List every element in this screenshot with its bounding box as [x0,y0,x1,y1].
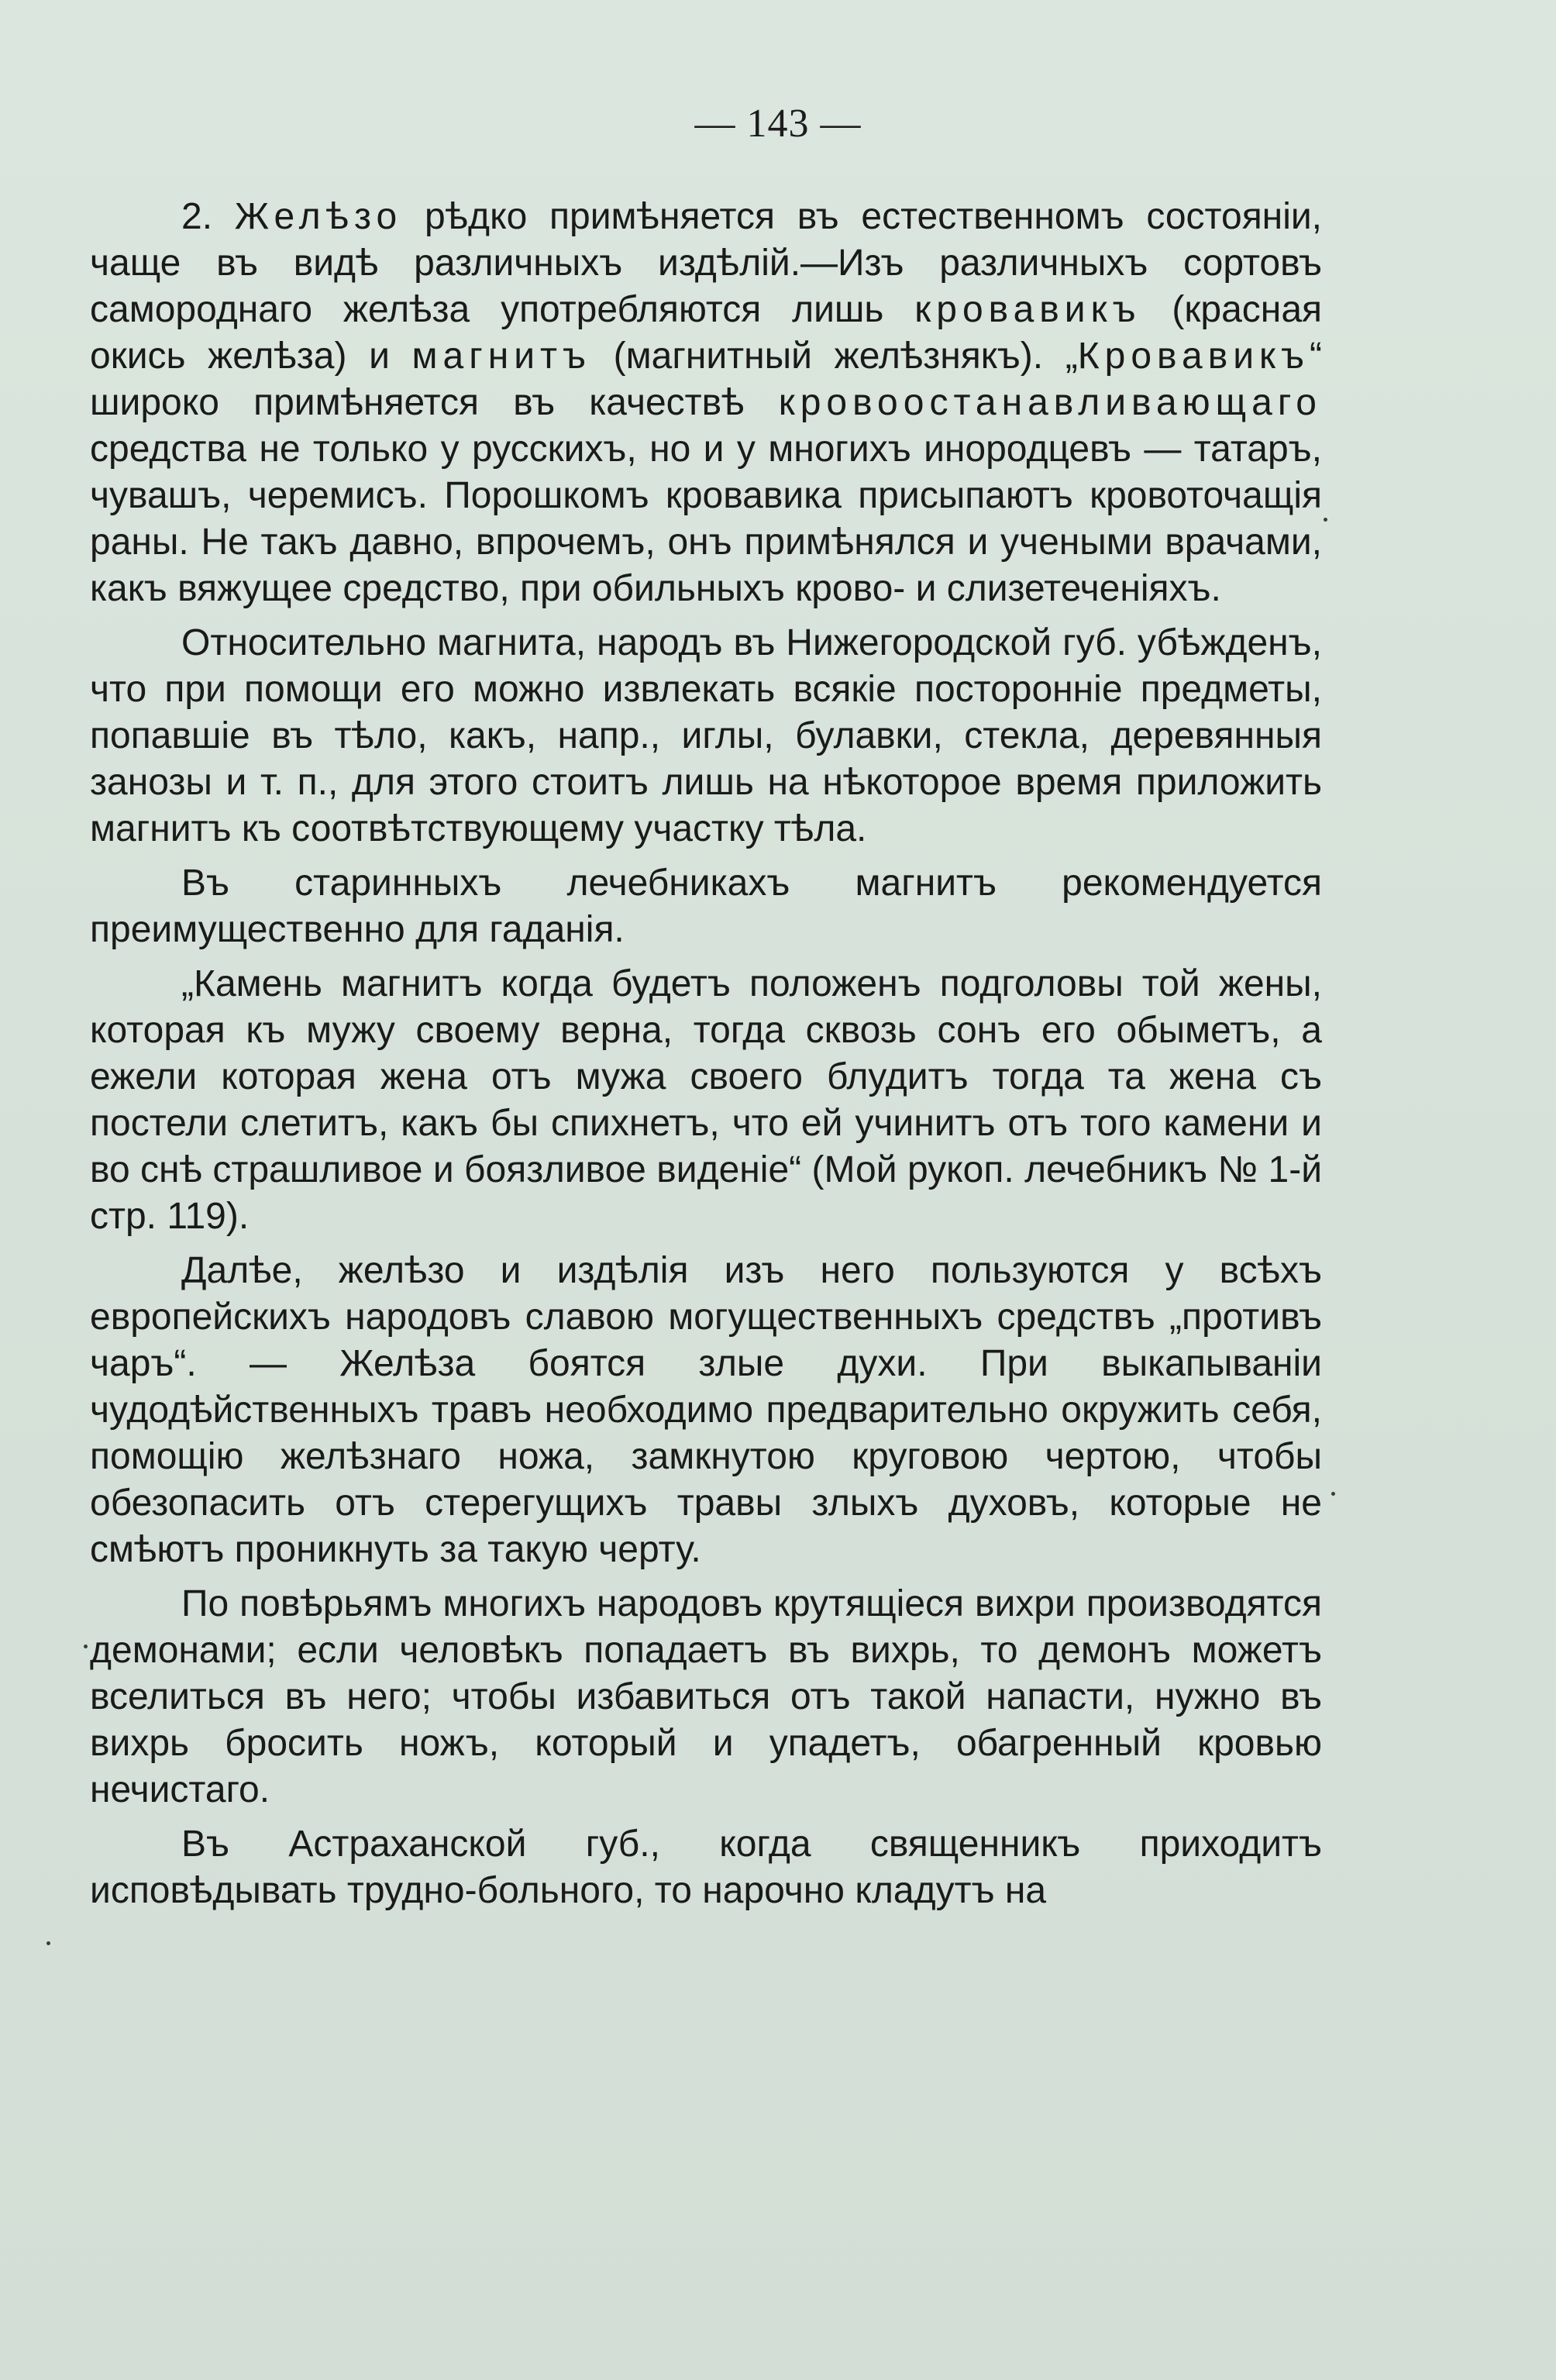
term-hemostatic: кровоостанавливающаго [778,382,1322,423]
paragraph-iron-number: 2. [181,196,235,237]
term-hematite-quoted: Кровавикъ [1077,336,1310,377]
paper-speck [46,1941,50,1945]
term-iron: Желѣзо [234,196,403,237]
term-magnet: магнитъ [411,336,592,377]
term-hematite: кровавикъ [914,289,1141,330]
paper-speck [84,1645,88,1648]
page-number: — 143 — [694,102,862,146]
paragraph-iron-text-1: рѣдко примѣняется въ естественномъ состояніи, чаще въ видѣ различныхъ издѣлій.—Изъ различныхъ сортовъ самороднаго желѣза употребляются лишь [90,196,1322,330]
paragraph-iron-against-charms: Далѣе, желѣзо и издѣлія изъ него пользуются у всѣхъ европейскихъ народовъ славою могущественныхъ средствъ „противъ чаръ“. — Желѣза боятся злые духи. При выкапываніи чудодѣйственныхъ травъ необходимо предварительно окружить себя, помощію желѣзнаго ножа, замкнутою круговою чертою, чтобы обезопасить отъ стерегущихъ травы злыхъ духовъ, которые не смѣютъ проникнуть за такую черту. [90,1250,1322,1570]
paragraph-iron [90,194,1322,612]
paragraph-astrakhan: Въ Астраханской губ., когда священникъ приходитъ исповѣдывать трудно-больного, то нарочно кладутъ на [90,1824,1322,1911]
paper-speck [1331,1492,1335,1496]
paragraph-quote-manuscript: „Камень магнитъ когда будетъ положенъ подголовы той жены, которая къ мужу своему верна, тогда сквозь сонъ его обыметъ, а ежели которая жена отъ мужа своего блудитъ тогда та жена съ постели слетитъ, какъ бы спихнетъ, что ей учинитъ отъ того камени и во снѣ страшливое и боязливое виденіе“ (Мой рукоп. лечебникъ № 1-й стр. 119). [90,963,1322,1237]
paragraph-iron-text-3: (магнитный желѣзнякъ). „ [591,336,1078,377]
paragraph-iron-text-5: средства не только у русскихъ, но и у многихъ инородцевъ — татаръ, чувашъ, черемисъ. Порошкомъ кровавика присыпаютъ кровоточащія раны. Не такъ давно, впрочемъ, онъ примѣнялся и учеными врачами, какъ вяжущее средство, при обильныхъ крово- и слизетеченіяхъ. [90,429,1322,609]
paper-speck [1324,518,1327,522]
paragraph-whirlwinds: По повѣрьямъ многихъ народовъ крутящіеся вихри производятся демонами; если человѣкъ попадаетъ въ вихрь, то демонъ можетъ вселиться въ него; чтобы избавиться отъ такой напасти, нужно въ вихрь бросить ножъ, который и упадетъ, обагренный кровью нечистаго. [90,1583,1322,1810]
page-body-text [90,194,1322,1922]
paragraph-magnet-belief: Относительно магнита, народъ въ Нижегородской губ. убѣжденъ, что при помощи его можно извлекать всякіе посторонніе предметы, попавшіе въ тѣло, какъ, напр., иглы, булавки, стекла, деревянныя занозы и т. п., для этого стоитъ лишь на нѣкоторое время приложить магнитъ къ соотвѣтствующему участку тѣла. [90,622,1322,849]
paragraph-iron-text-4: “ широко примѣняется въ качествѣ [90,336,1322,423]
paragraph-old-healers: Въ старинныхъ лечебникахъ магнитъ рекомендуется преимущественно для гаданія. [90,863,1322,950]
paragraph-iron-text-2: (красная окись желѣза) и [90,289,1323,377]
